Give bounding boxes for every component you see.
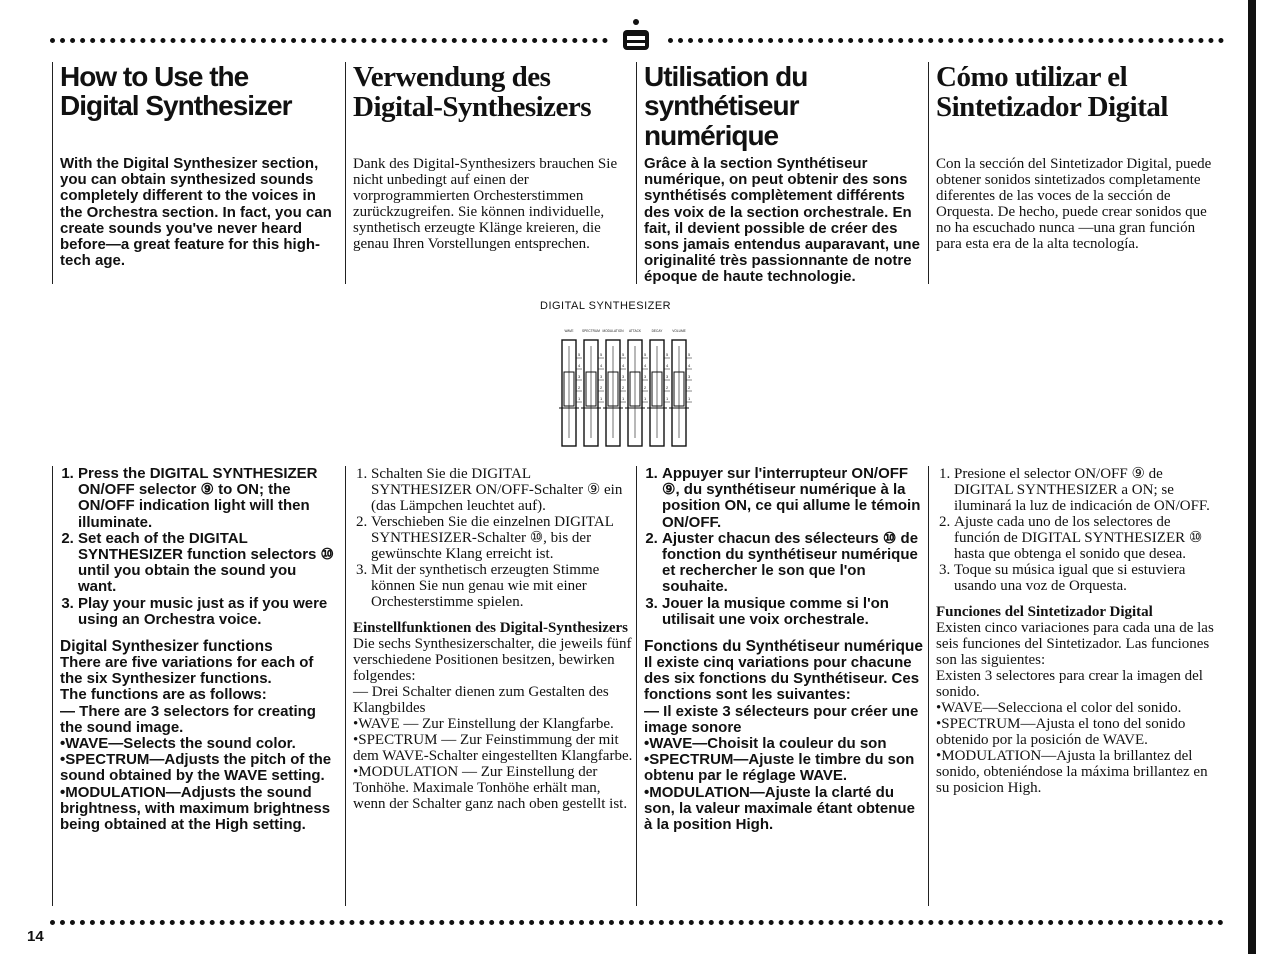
digital-synthesizer-diagram <box>540 300 740 450</box>
english-steps-list <box>60 466 338 628</box>
german-step: 1. Schalten Sie die DIGITAL SYNTHESIZER ON/OFF-Schalter ⑨ ein (das Lämpchen leuchtet auf). <box>371 466 633 514</box>
slider-label: SPECTRUM <box>582 329 600 333</box>
english-functions-line: •SPECTRUM—Adjusts the pitch of the sound obtained by the WAVE setting. <box>60 751 332 785</box>
english-title <box>60 62 338 121</box>
english-intro-column <box>52 62 338 284</box>
german-functions-line: •WAVE — Zur Einstellung der Klangfarbe. <box>353 716 614 732</box>
french-functions-line: •MODULATION—Ajuste la clarté du son, la valeur maximale étant obtenue à la position High. <box>644 783 915 834</box>
german-title <box>353 62 633 123</box>
spanish-title-line-1: Cómo utilizar el <box>936 61 1128 93</box>
slider-level-label: 2 <box>666 385 669 390</box>
slider-level-label: 4 <box>578 363 581 368</box>
spanish-functions-line: Existen 3 selectores para crear la imagen del sonido. <box>936 668 1203 700</box>
slider-level-label: 5 <box>600 352 603 357</box>
english-title-line-2: Digital Synthesizer <box>60 90 292 122</box>
german-functions-line: — Drei Schalter dienen zum Gestalten des Klangbildes <box>353 684 609 716</box>
slider-label: WAVE <box>564 329 574 333</box>
german-steps-list <box>353 466 633 610</box>
slider-level-label: 5 <box>688 352 691 357</box>
french-functions-line: Il existe cinq variations pour chacune des six fonctions du Synthétiseur. Ces fonctions sont les suivantes: <box>644 654 920 704</box>
german-functions-line: •MODULATION — Zur Einstellung der Tonhöhe. Maximale Tonhöhe erhält man, wenn der Schalter ganz nach oben gestellt ist. <box>353 764 628 812</box>
bottom-dotted-rule <box>50 920 1224 925</box>
slider-level-label: 3 <box>688 374 691 379</box>
french-functions-line: — Il existe 3 sélecteurs pour créer une image sonore <box>644 702 919 736</box>
slider-level-label: 1 <box>578 396 581 401</box>
slider-level-label: 2 <box>688 385 691 390</box>
german-functions-line: •SPECTRUM — Zur Feinstimmung der mit dem WAVE-Schalter eingestellten Klangfarbe. <box>353 732 633 764</box>
english-intro-text: With the Digital Synthesizer section, you can obtain synthesized sounds completely different to the voices in the Orchestra section. In fact, you can create sounds you've never heard before—a great feature for this high-tech age. <box>60 155 332 270</box>
english-functions-line: •WAVE—Selects the sound color. <box>60 735 296 753</box>
slider-level-label: 5 <box>666 352 669 357</box>
slider-level-label: 2 <box>600 385 603 390</box>
slider-label: VOLUME <box>672 329 686 333</box>
slider-level-label: 5 <box>644 352 647 357</box>
german-functions-line: Die sechs Synthesizerschalter, die jeweils fünf verschiedene Positionen besitzen, bewirken folgendes: <box>353 636 632 684</box>
french-intro-text: Grâce à la section Synthétiseur numérique, on peut obtenir des sons synthétisés complètement différents des voix de la section orchestrale. En fait, il devient possible de créer des sons jamais entendus auparavant, une originalité très passionnante de notre époque de haute technologie. <box>644 155 920 286</box>
slider-level-label: 3 <box>666 374 669 379</box>
french-intro-column <box>636 62 926 284</box>
french-steps-list <box>644 466 926 628</box>
spanish-step: 3. Toque su música igual que si estuviera usando una voz de Orquesta. <box>954 562 1220 594</box>
slider-level-label: 1 <box>644 396 647 401</box>
spanish-step: 1. Presione el selector ON/OFF ⑨ de DIGITAL SYNTHESIZER a ON; se iluminará la luz de indicación de ON/OFF. <box>954 466 1220 514</box>
french-step: 3. Jouer la musique comme si l'on utilisait une voix orchestrale. <box>662 596 926 628</box>
slider-level-label: 4 <box>666 363 669 368</box>
spanish-functions-line: •WAVE—Selecciona el color del sonido. <box>936 700 1182 716</box>
spanish-functions-line: Existen cinco variaciones para cada una de las seis funciones del Sintetizador. Las funciones son las siguientes: <box>936 620 1214 668</box>
french-title-line-3: numérique <box>644 119 779 151</box>
french-step: 2. Ajuster chacun des sélecteurs ⑩ de fonction du synthétiseur numérique et rechercher le son que l'on souhaite. <box>662 531 926 596</box>
slider-level-label: 2 <box>578 385 581 390</box>
slider-level-label: 1 <box>688 396 691 401</box>
spanish-title <box>936 62 1220 123</box>
slider-level-label: 4 <box>688 363 691 368</box>
keyboard-logo-icon <box>616 14 656 58</box>
english-functions-line: The functions are as follows: <box>60 686 267 704</box>
german-instructions-column <box>345 466 633 906</box>
slider-level-label: 2 <box>622 385 625 390</box>
english-step: 1. Press the DIGITAL SYNTHESIZER ON/OFF selector ⑨ to ON; the ON/OFF indication light will then illuminate. <box>78 466 338 531</box>
spanish-functions-heading: Funciones del Sintetizador Digital <box>936 604 1153 620</box>
french-instructions-column <box>636 466 926 906</box>
diagram-title: DIGITAL SYNTHESIZER <box>540 300 672 312</box>
english-title-line-1: How to Use the <box>60 61 249 92</box>
german-step: 3. Mit der synthetisch erzeugten Stimme können Sie nun genau wie mit einer Orchesterstimme spielen. <box>371 562 633 610</box>
german-functions-heading: Einstellfunktionen des Digital-Synthesizers <box>353 620 629 636</box>
english-step: 3. Play your music just as if you were using an Orchestra voice. <box>78 596 338 628</box>
slider-label: DECAY <box>651 329 663 333</box>
slider-level-label: 3 <box>578 374 581 379</box>
slider-level-label: 2 <box>644 385 647 390</box>
slider-label: ATTACK <box>628 329 642 333</box>
slider-level-label: 3 <box>600 374 603 379</box>
slider-level-label: 5 <box>578 352 581 357</box>
spanish-instructions-column <box>928 466 1220 906</box>
german-intro-column <box>345 62 633 284</box>
french-title <box>644 62 926 150</box>
slider-level-label: 5 <box>622 352 625 357</box>
spanish-functions-line: •SPECTRUM—Ajusta el tono del sonido obtenido por la posición de WAVE. <box>936 716 1186 748</box>
slider-level-label: 1 <box>622 396 625 401</box>
slider-level-label: 4 <box>622 363 625 368</box>
english-functions-line: •MODULATION—Adjusts the sound brightness, with maximum brightness being obtained at the High setting. <box>60 783 331 834</box>
top-dotted-rule-right <box>668 38 1224 43</box>
french-title-line-1: Utilisation du <box>644 61 808 92</box>
slider-level-label: 3 <box>644 374 647 379</box>
top-dotted-rule-left <box>50 38 608 43</box>
synthesizer-panel-drawing <box>540 300 740 450</box>
spanish-intro-column <box>928 62 1220 284</box>
french-functions-line: •WAVE—Choisit la couleur du son <box>644 735 887 753</box>
german-step: 2. Verschieben Sie die einzelnen DIGITAL SYNTHESIZER-Schalter ⑩, bis der gewünschte Klang erreicht ist. <box>371 514 633 562</box>
spanish-functions-line: •MODULATION—Ajusta la brillantez del sonido, obteniéndose la máxima brillantez en su posicion High. <box>936 748 1208 796</box>
english-functions-line: — There are 3 selectors for creating the sound image. <box>60 702 316 736</box>
slider-level-label: 4 <box>600 363 603 368</box>
french-functions-line: •SPECTRUM—Ajuste le timbre du son obtenu par le réglage WAVE. <box>644 751 915 785</box>
spanish-title-line-2: Sintetizador Digital <box>936 91 1168 124</box>
english-functions-heading: Digital Synthesizer functions <box>60 638 273 656</box>
slider-level-label: 1 <box>600 396 603 401</box>
spanish-step: 2. Ajuste cada uno de los selectores de función de DIGITAL SYNTHESIZER ⑩ hasta que obtenga el sonido que desea. <box>954 514 1220 562</box>
english-instructions-column <box>52 466 338 906</box>
slider-level-label: 4 <box>644 363 647 368</box>
french-step: 1. Appuyer sur l'interrupteur ON/OFF ⑨, du synthétiseur numérique à la position ON, ce qui allume le témoin ON/OFF. <box>662 466 926 531</box>
german-title-line-1: Verwendung des <box>353 61 551 93</box>
english-step: 2. Set each of the DIGITAL SYNTHESIZER function selectors ⑩ until you obtain the sound you want. <box>78 531 338 596</box>
spanish-steps-list <box>936 466 1220 594</box>
slider-label: MODULATION <box>602 329 624 333</box>
spanish-intro-text: Con la sección del Sintetizador Digital, puede obtener sonidos sintetizados completamente diferentes de las voces de la sección de Orquesta. De hecho, puede crear sonidos que no ha escuchado nunca —una gran función para esta era de la alta tecnología. <box>936 156 1212 252</box>
page-number: 14 <box>27 928 44 945</box>
french-functions-heading: Fonctions du Synthétiseur numérique <box>644 638 924 656</box>
slider-level-label: 1 <box>666 396 669 401</box>
german-intro-text: Dank des Digital-Synthesizers brauchen Sie nicht unbedingt auf einen der vorprogrammierten Orchesterstimmen zurückzugreifen. Sie können individuelle, synthetisch erzeugte Klänge kreieren, die genau Ihren Vorstellungen entsprechen. <box>353 156 618 252</box>
english-functions-line: There are five variations for each of the six Synthesizer functions. <box>60 654 314 688</box>
french-title-line-2: synthétiseur <box>644 90 799 122</box>
slider-level-label: 3 <box>622 374 625 379</box>
german-title-line-2: Digital-Synthesizers <box>353 91 592 124</box>
page-edge-bar <box>1248 0 1256 954</box>
